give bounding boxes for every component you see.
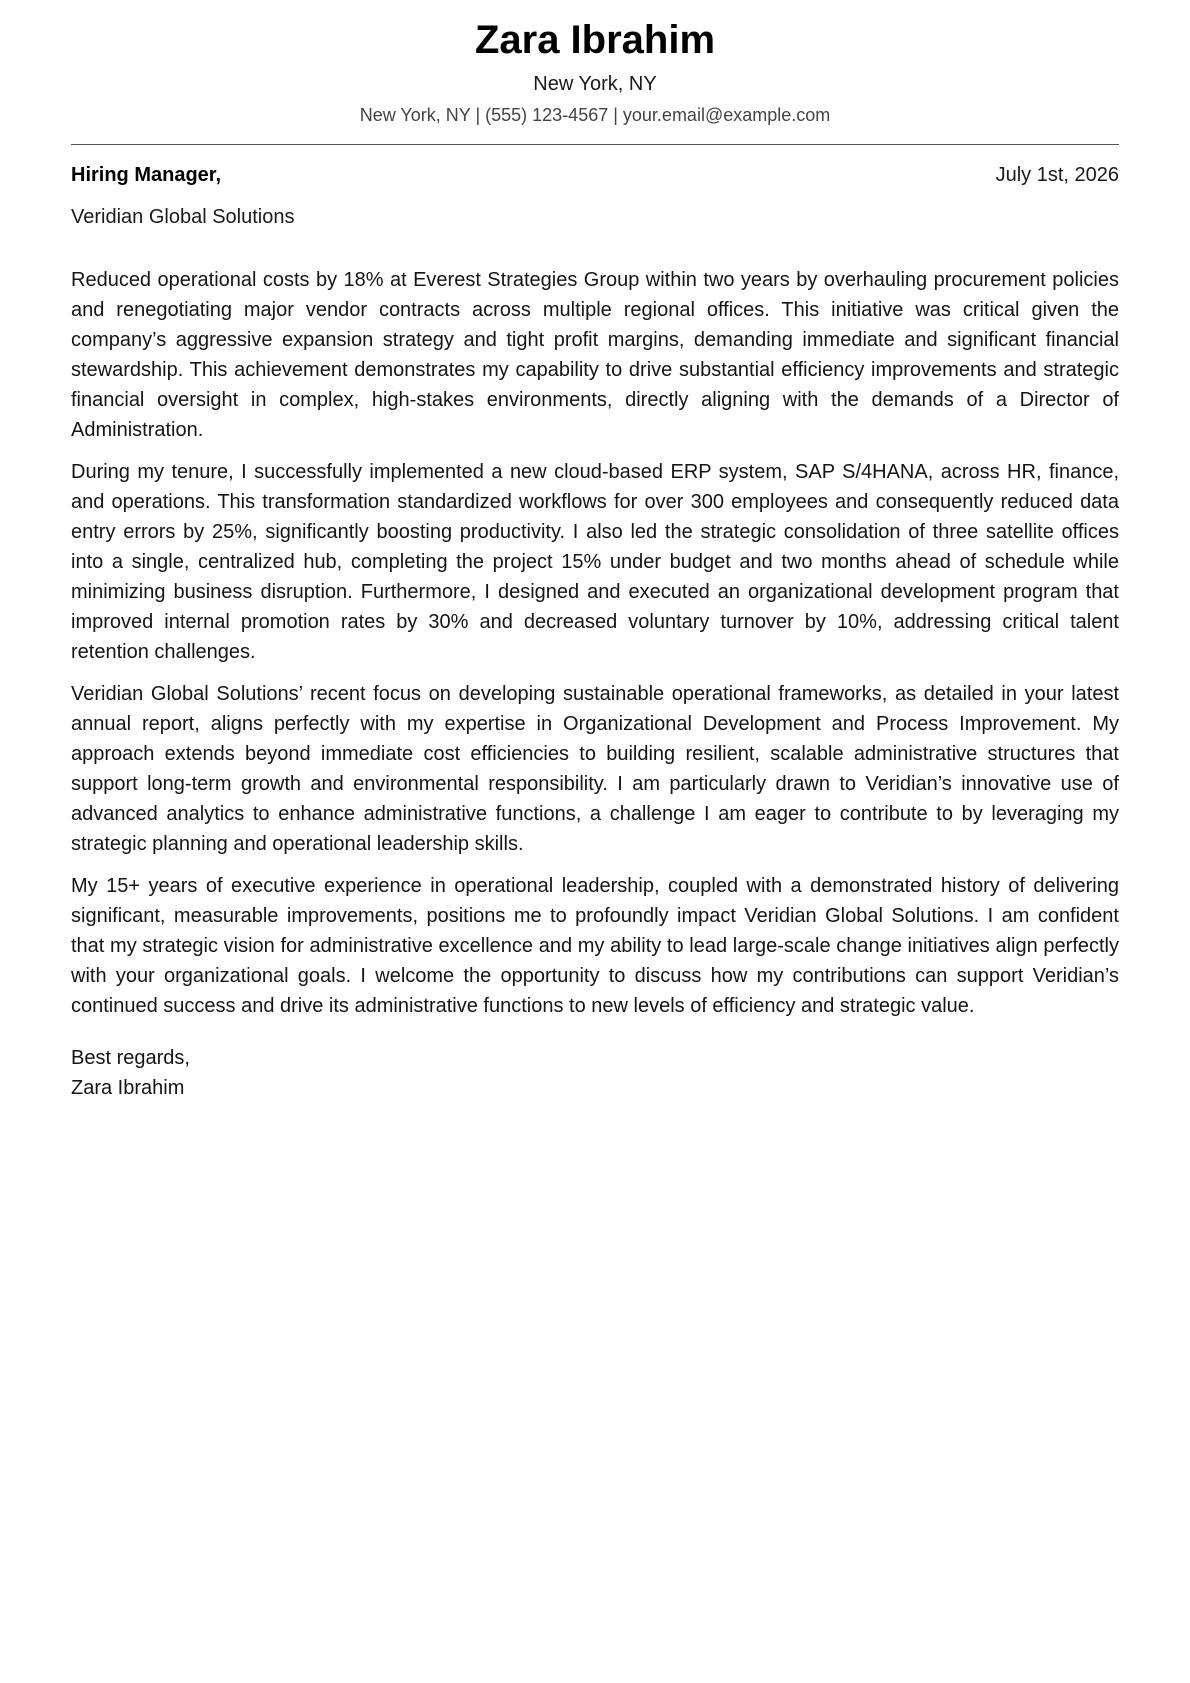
letter-closing <box>71 1043 1119 1103</box>
letter-body <box>71 265 1119 1021</box>
body-paragraph-4: My 15+ years of executive experience in operational leadership, coupled with a demonstrated history of delivering significant, measurable improvements, positions me to profoundly impact Veridian Global Solutions. I am confident that my strategic vision for administrative excellence and my ability to lead large-scale change initiatives align perfectly with your organizational goals. I welcome the opportunity to discuss how my contributions can support Veridian’s continued success and drive its administrative functions to new levels of efficiency and strategic value. <box>71 875 1119 1017</box>
closing-signature: Zara Ibrahim <box>71 1077 185 1099</box>
letter-date: July 1st, 2026 <box>995 164 1119 186</box>
header-divider <box>71 144 1119 145</box>
recipient-greeting: Hiring Manager, <box>71 164 222 186</box>
sender-name: Zara Ibrahim <box>474 18 716 62</box>
body-paragraph-3: Veridian Global Solutions’ recent focus on developing sustainable operational frameworks, as detailed in your latest annual report, aligns perfectly with my expertise in Organizational Development and Process Improvement. My approach extends beyond immediate cost efficiencies to building resilient, scalable administrative structures that support long-term growth and environmental responsibility. I am particularly drawn to Veridian’s innovative use of advanced analytics to enhance administrative functions, a challenge I am eager to contribute to by leveraging my strategic planning and operational leadership skills. <box>71 683 1119 855</box>
sender-location: New York, NY <box>533 73 657 95</box>
recipient-company: Veridian Global Solutions <box>71 206 295 228</box>
sender-contact-line: New York, NY | (555) 123-4567 | your.email@example.com <box>359 105 831 125</box>
closing-salutation: Best regards, <box>71 1047 190 1069</box>
letter-header <box>71 0 1119 128</box>
body-paragraph-2: During my tenure, I successfully implemented a new cloud-based ERP system, SAP S/4HANA, across HR, finance, and operations. This transformation standardized workflows for over 300 employees and consequently reduced data entry errors by 25%, significantly boosting productivity. I also led the strategic consolidation of three satellite offices into a single, centralized hub, completing the project 15% under budget and two months ahead of schedule while minimizing business disruption. Furthermore, I designed and executed an organizational development program that improved internal promotion rates by 30% and decreased voluntary turnover by 10%, addressing critical talent retention challenges. <box>71 461 1119 663</box>
body-paragraph-1: Reduced operational costs by 18% at Everest Strategies Group within two years by overhauling procurement policies and renegotiating major vendor contracts across multiple regional offices. This initiative was critical given the company’s aggressive expansion strategy and tight profit margins, demanding immediate and significant financial stewardship. This achievement demonstrates my capability to drive substantial efficiency improvements and strategic financial oversight in complex, high-stakes environments, directly aligning with the demands of a Director of Administration. <box>71 269 1119 441</box>
recipient-date-row <box>71 161 1119 189</box>
